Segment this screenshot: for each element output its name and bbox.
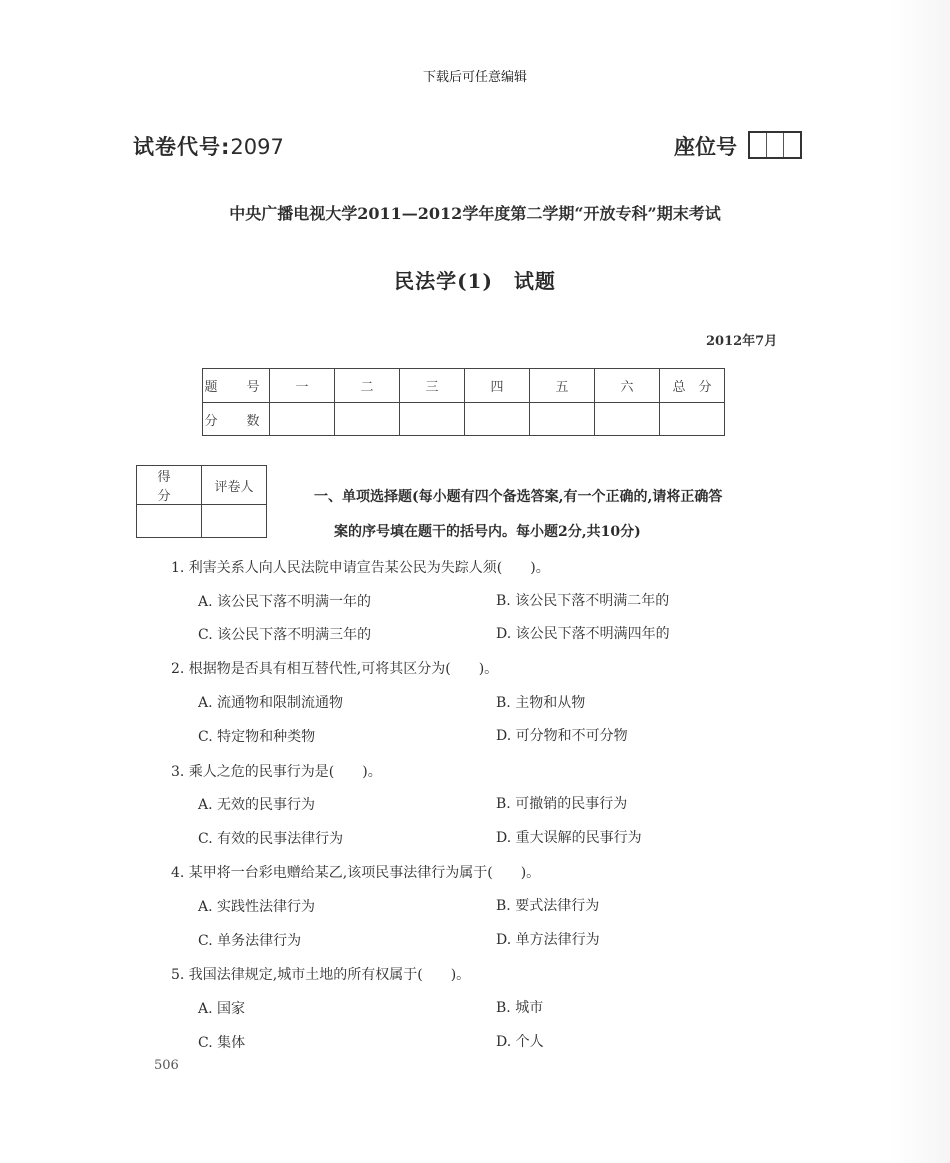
score-header-cell: 五 [530,369,595,403]
question-5-option-c: C. 集体 [198,1035,246,1051]
section-instructions-line1: 一、单项选择题(每小题有四个备选答案,有一个正确的,请将正确答 [314,489,723,505]
question-3-option-d: D. 重大误解的民事行为 [496,830,642,846]
grader-name-label: 评卷人 [202,466,267,505]
question-4-option-c: C. 单务法律行为 [198,933,302,949]
question-3-option-c: C. 有效的民事法律行为 [198,831,344,847]
score-cell [400,403,465,436]
score-header-cell: 六 [595,369,660,403]
score-header-cell: 三 [400,369,465,403]
download-note: 下载后可任意编辑 [422,70,527,85]
question-2-option-b: B. 主物和从物 [496,695,586,711]
question-2-option-d: D. 可分物和不可分物 [496,728,628,744]
question-4-option-b: B. 要式法律行为 [496,898,600,914]
question-5-option-d: D. 个人 [496,1034,544,1050]
score-cell [465,403,530,436]
exam-code [133,131,284,161]
exam-date: 2012年7月 [706,334,778,349]
paper-edge-shadow [890,0,950,1163]
question-1: 1. 利害关系人向人民法院申请宣告某公民为失踪人须( )。 [171,560,550,576]
score-cell [595,403,660,436]
question-3-option-b: B. 可撤销的民事行为 [496,796,628,812]
score-header-cell: 二 [335,369,400,403]
question-5-option-a: A. 国家 [198,1001,246,1017]
score-header-cell: 总 分 [660,369,725,403]
question-2-option-c: C. 特定物和种类物 [198,729,316,745]
question-5: 5. 我国法律规定,城市土地的所有权属于( )。 [171,967,471,983]
grader-name-cell [202,505,267,538]
question-1-option-b: B. 该公民下落不明满二年的 [496,593,670,609]
score-cell [530,403,595,436]
question-1-option-c: C. 该公民下落不明满三年的 [198,627,372,643]
question-3-option-a: A. 无效的民事行为 [198,797,316,813]
question-2: 2. 根据物是否具有相互替代性,可将其区分为( )。 [171,661,499,677]
grader-table [136,465,267,538]
score-table [202,368,725,436]
score-row-label: 分 数 [203,403,270,436]
question-2-option-a: A. 流通物和限制流通物 [198,695,344,711]
question-1-option-a: A. 该公民下落不明满一年的 [198,594,372,610]
score-cell [660,403,725,436]
question-1-option-d: D. 该公民下落不明满四年的 [496,626,670,642]
page-number: 506 [154,1058,179,1073]
question-4: 4. 某甲将一台彩电赠给某乙,该项民事法律行为属于( )。 [171,865,541,881]
score-table-header-row [203,369,725,403]
grader-score-label: 得 分 [137,466,202,505]
section-instructions-line2: 案的序号填在题干的括号内。每小题2分,共10分) [334,524,641,540]
question-5-option-b: B. 城市 [496,1000,544,1016]
score-table-score-row [203,403,725,436]
seat-number-box [748,131,802,159]
score-header-cell: 题 号 [203,369,270,403]
exam-code-value: 2097 [230,135,284,159]
score-header-cell: 四 [465,369,530,403]
grader-score-cell [137,505,202,538]
exam-code-label: 试卷代号: [133,135,231,159]
question-4-option-a: A. 实践性法律行为 [198,899,316,915]
seat-label: 座位号 [674,135,737,159]
score-header-cell: 一 [270,369,335,403]
question-3: 3. 乘人之危的民事行为是( )。 [171,764,382,780]
exam-header: 中央广播电视大学2011—2012学年度第二学期“开放专科”期末考试 [229,204,721,223]
question-4-option-d: D. 单方法律行为 [496,932,600,948]
exam-title: 民法学(1) 试题 [394,269,556,293]
score-cell [335,403,400,436]
score-cell [270,403,335,436]
